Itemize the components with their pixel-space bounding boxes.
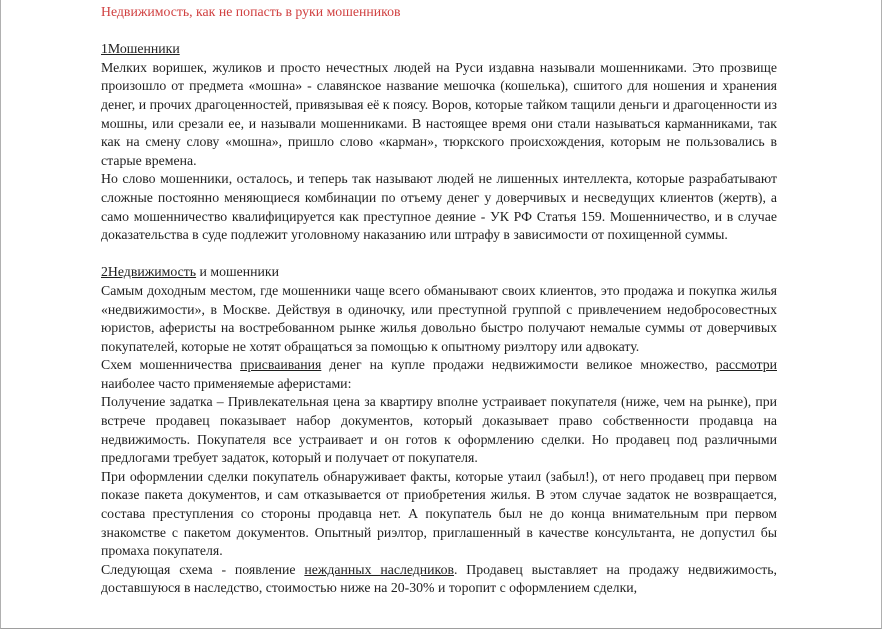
document-title: Недвижимость, как не попасть в руки мошенников <box>101 4 401 19</box>
schemes-intro-text-3: наиболее часто применяемые аферистами: <box>101 375 352 391</box>
section-1-heading: 1Мошенники <box>101 41 180 57</box>
schemes-intro-text-2: денег на купле продажи недвижимости великое множество, <box>321 357 716 373</box>
paragraph-schemes-intro <box>101 356 777 393</box>
schemes-intro-underlined-2: рассмотри <box>715 357 777 373</box>
heirs-scheme-underlined: нежданных наследников <box>304 561 454 577</box>
section-2-heading-rest: и мошенники <box>196 264 279 280</box>
paragraph-scammers-origin: Мелких воришек, жуликов и просто нечестных людей на Руси издавна называли мошенниками. Это прозвище произошло от предмета «мошна» - славянское название мешочка (кошелька), сшитого для ношения и хранения денег, и прочих драгоценностей, привязывая её к поясу. Воров, которые тайком тащили деньги и драгоценности из мошны, или срезали ее, и называли мошенниками. В настоящее время они стали называться карманниками, так как на смену слову «мошна», пришло слово «карман», тюркского происхождения, которым не пользовались в старые времена. <box>101 59 777 168</box>
heirs-scheme-text-2: . Продавец выставляет на продажу недвижимость, доставшуюся в наследство, стоимостью ниже на 20-30% и торопит с оформлением сделки, <box>101 561 777 596</box>
paragraph-heirs-scheme <box>101 561 777 598</box>
heirs-scheme-text-1: Следующая схема - появление <box>101 561 305 577</box>
blank-line <box>101 245 777 264</box>
paragraph-real-estate-intro: Самым доходным местом, где мошенники чаще всего обманывают своих клиентов, это продажа и покупка жилья «недвижимости», в Москве. Действуя в одиночку, или преступной группой с привлечением недобросовестных юристов, аферисты на востребованном рынке жилья довольно быстро получают немалые суммы от доверчивых покупателей, которые не хотят обращаться за помощью к опытному риэлтору или адвокату. <box>101 282 777 354</box>
section-2-heading-underlined: 2Недвижимость <box>101 264 197 280</box>
paragraph-scammers-today: Но слово мошенники, осталось, и теперь так называют людей не лишенных интеллекта, которые разрабатывают сложные постоянно меняющиеся комбинации по отъему денег у доверчивых и несведущих клиентов (жертв), а само мошенничество квалифицируется как преступное деяние - УК РФ Статья 159. Мошенничество, и в случае доказательства в суде подлежит уголовному наказанию или штрафу в зависимости от похищенной суммы. <box>101 171 777 243</box>
schemes-intro-text-1: Схем мошенничества <box>101 357 241 373</box>
document-content[interactable] <box>1 0 881 598</box>
paragraph-deposit-outcome: При оформлении сделки покупатель обнаруживает факты, которые утаил (забыл!), от него продавец при первом показе пакета документов, и сам отказывается от приобретения жилья. В этом случае задаток не возвращается, состава преступления со стороны продавца нет. А покупатель был не до конца внимательным при первом знакомстве с пакетом документов. Опытный риэлтор, приглашенный в качестве консультанта, не допустил бы промаха покупателя. <box>101 468 777 559</box>
schemes-intro-underlined-1: присваивания <box>240 357 322 373</box>
paragraph-deposit-scheme: Получение задатка – Привлекательная цена за квартиру вполне устраивает покупателя (ниже, чем на рынке), при встрече продавец показывает набор документов, который доказывает право собственности продавца на недвижимость. Покупателя все устраивает и он готов к оформлению сделки. Но продавец под различными предлогами требует задаток, который и получает от покупателя. <box>101 394 777 466</box>
blank-line <box>101 22 777 41</box>
section-2-heading <box>101 263 777 282</box>
